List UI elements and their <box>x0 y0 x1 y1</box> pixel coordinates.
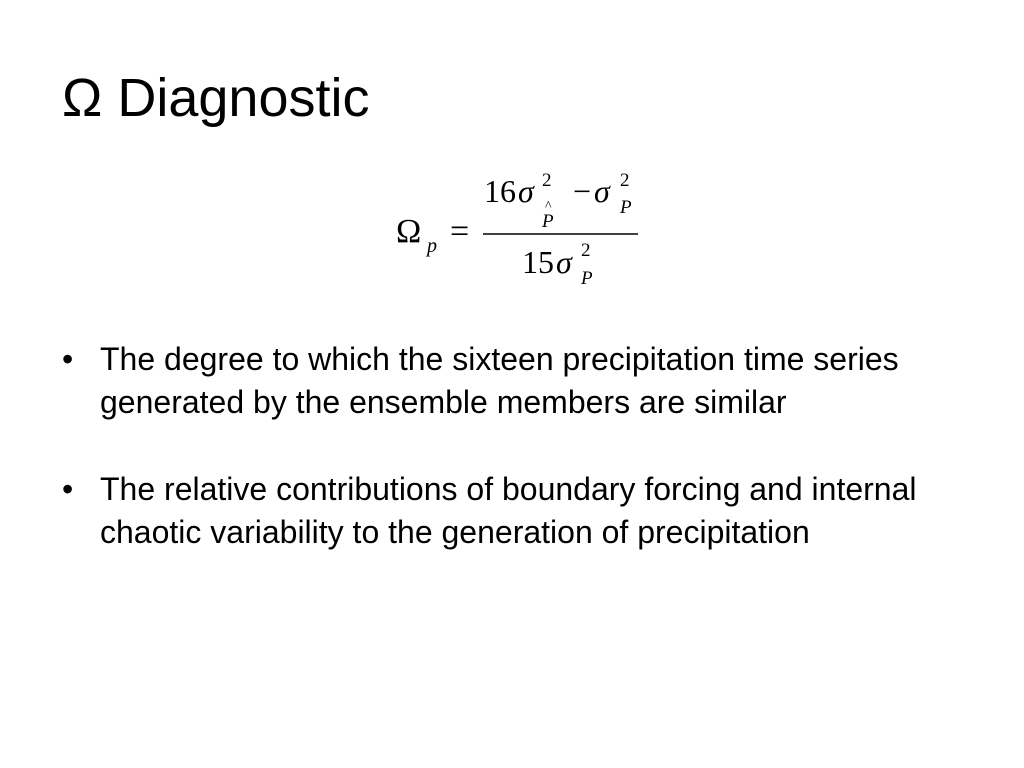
numerator-exponent-2: 2 <box>620 170 630 191</box>
bullet-list <box>60 338 960 598</box>
bullet-marker: • <box>62 341 74 377</box>
omega-symbol: Ω <box>396 213 422 250</box>
bullet-text: The degree to which the sixteen precipitation time series generated by the ensemble members are similar <box>100 341 899 420</box>
denominator-subscript: P <box>581 268 593 289</box>
numerator-exponent-1: 2 <box>542 170 552 191</box>
list-item <box>60 468 960 554</box>
numerator-sigma-2: σ <box>594 173 610 209</box>
numerator-subscript-1: P <box>542 211 554 232</box>
numerator-sigma-1: σ <box>518 173 534 209</box>
bullet-marker: • <box>62 471 74 507</box>
denominator-sigma: σ <box>556 244 572 280</box>
bullet-text: The relative contributions of boundary forcing and internal chaotic variability to the generation of precipitation <box>100 471 917 550</box>
slide-title: Ω Diagnostic <box>62 68 370 128</box>
minus-sign: − <box>573 173 592 209</box>
numerator-coefficient: 16 <box>484 173 516 209</box>
omega-equation <box>370 160 670 290</box>
denominator-exponent: 2 <box>581 240 591 261</box>
equation-graphic <box>370 160 670 290</box>
numerator-subscript-2: P <box>620 197 632 218</box>
omega-subscript: p <box>427 235 437 257</box>
equals-sign: = <box>450 213 470 250</box>
hat-mark: ^ <box>545 199 552 214</box>
list-item <box>60 338 960 424</box>
denominator-coefficient: 15 <box>522 244 554 280</box>
